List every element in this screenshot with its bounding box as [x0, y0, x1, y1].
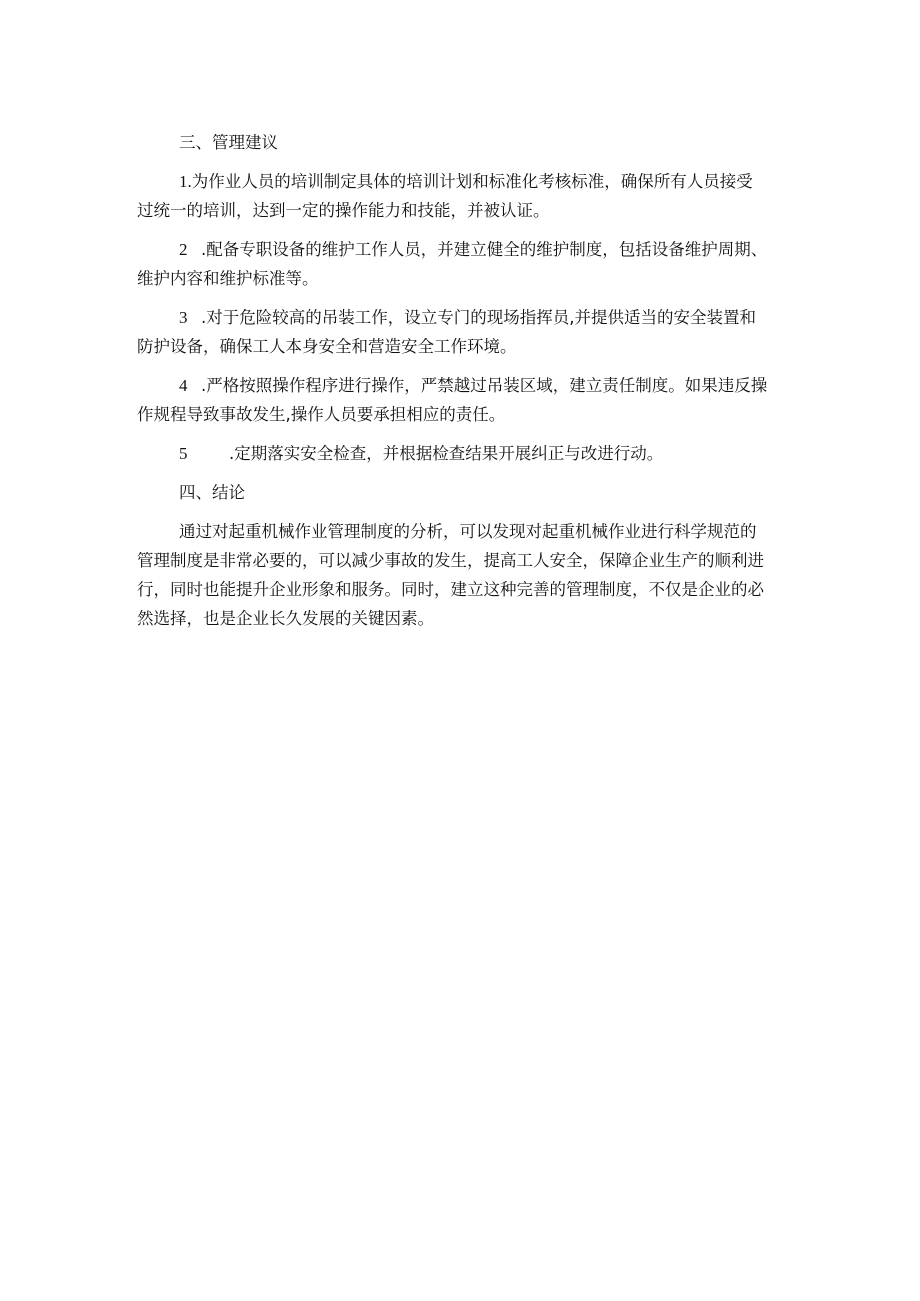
recommendation-3-line-1 — [137, 303, 787, 332]
recommendation-5 — [137, 439, 787, 468]
recommendation-1-line-1 — [137, 167, 787, 196]
recommendation-3-text-1: .对于危险较高的吊装工作，设立专门的现场指挥员,并提供适当的安全装置和 — [201, 308, 756, 327]
recommendation-4-line-2: 作规程导致事故发生,操作人员要承担相应的责任。 — [137, 405, 506, 424]
recommendation-4 — [137, 371, 787, 429]
recommendation-2-line-1 — [137, 235, 787, 264]
recommendation-1-number: 1. — [179, 172, 192, 191]
recommendation-1-text-1: 为作业人员的培训制定具体的培训计划和标准化考核标准，确保所有人员接受 — [191, 172, 753, 191]
recommendation-3-line-2: 防护设备，确保工人本身安全和营造安全工作环境。 — [137, 337, 517, 356]
recommendation-5-text-1: .定期落实安全检查，并根据检查结果开展纠正与改进行动。 — [229, 444, 664, 463]
recommendation-2-text-1: .配备专职设备的维护工作人员，并建立健全的维护制度，包括设备维护周期、 — [201, 240, 768, 259]
recommendation-5-line-1 — [137, 439, 787, 468]
section-3-heading: 三、管理建议 — [179, 133, 278, 152]
recommendation-1 — [137, 167, 787, 225]
recommendation-3-number: 3 — [179, 308, 188, 327]
conclusion-line-2: 管理制度是非常必要的，可以减少事故的发生，提高工人安全，保障企业生产的顺利进 — [137, 551, 764, 570]
recommendation-2-line-2: 维护内容和维护标准等。 — [137, 269, 319, 288]
conclusion-line-1: 通过对起重机械作业管理制度的分析，可以发现对起重机械作业进行科学规范的 — [179, 522, 757, 541]
recommendation-4-number: 4 — [179, 376, 188, 395]
recommendation-1-line-2: 过统一的培训，达到一定的操作能力和技能，并被认证。 — [137, 201, 550, 220]
recommendation-2-number: 2 — [179, 240, 188, 259]
recommendation-4-text-1: .严格按照操作程序进行操作，严禁越过吊装区域，建立责任制度。如果违反操 — [201, 376, 768, 395]
section-4-heading: 四、结论 — [179, 483, 245, 502]
conclusion-paragraph — [137, 517, 787, 633]
recommendation-2 — [137, 235, 787, 293]
recommendation-4-line-1 — [137, 371, 787, 400]
document-body — [137, 128, 787, 643]
conclusion-line-3: 行，同时也能提升企业形象和服务。同时，建立这种完善的管理制度，不仅是企业的必 — [137, 580, 764, 599]
recommendation-3 — [137, 303, 787, 361]
conclusion-line-4: 然选择，也是企业长久发展的关键因素。 — [137, 609, 434, 628]
recommendation-5-number: 5 — [179, 444, 188, 463]
